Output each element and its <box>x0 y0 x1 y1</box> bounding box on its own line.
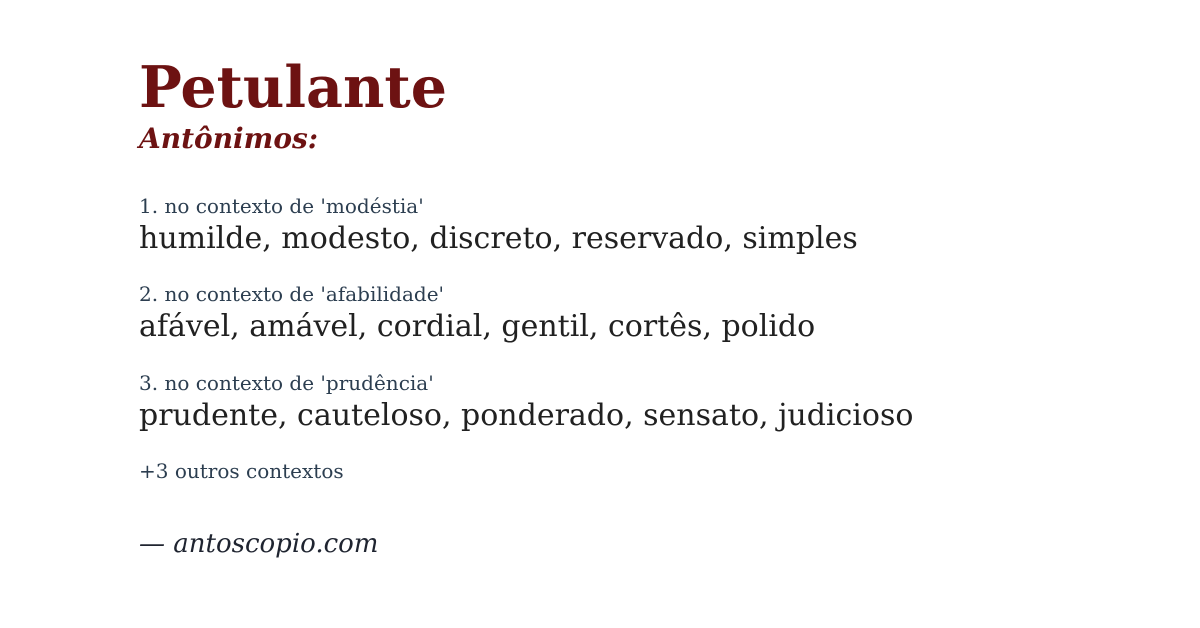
antonym-section <box>139 193 1140 260</box>
context-label: 1. no contexto de 'modéstia' <box>139 193 424 218</box>
antonym-section <box>139 281 1140 348</box>
context-label: 3. no contexto de 'prudência' <box>139 370 434 395</box>
more-contexts-link[interactable]: +3 outros contextos <box>139 459 344 484</box>
page-title: Petulante <box>139 54 447 121</box>
attribution: — antoscopio.com <box>139 529 379 560</box>
antonym-section <box>139 370 1140 437</box>
context-label: 2. no contexto de 'afabilidade' <box>139 282 445 307</box>
antonym-words: prudente, cauteloso, ponderado, sensato, judicioso <box>139 397 914 433</box>
antonym-sections <box>139 193 1140 437</box>
antonym-words: humilde, modesto, discreto, reservado, simples <box>139 220 858 256</box>
antonyms-heading: Antônimos: <box>139 121 319 155</box>
antonym-words: afável, amável, cordial, gentil, cortês, polido <box>139 309 816 345</box>
